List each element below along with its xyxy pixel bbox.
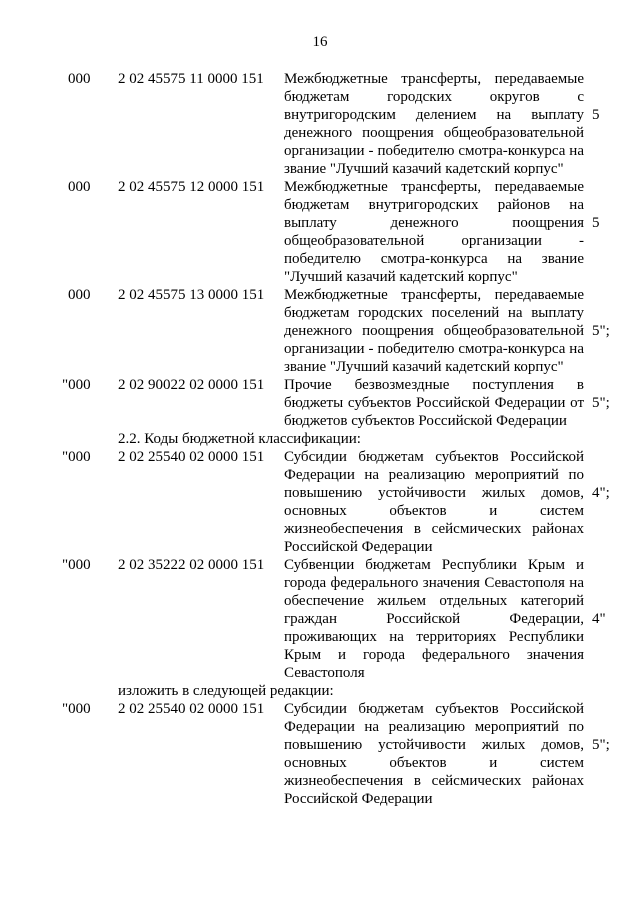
page-number: 16 — [312, 34, 328, 50]
budget-code: 2 02 45575 12 0000 151 — [118, 179, 265, 195]
budget-code: 2 02 25540 02 0000 151 — [118, 701, 265, 717]
admin-code: 000 — [68, 71, 91, 87]
budget-code: 2 02 25540 02 0000 151 — [118, 449, 265, 465]
budget-code: 2 02 90022 02 0000 151 — [118, 377, 265, 393]
row-value: 5 — [592, 215, 600, 231]
admin-code: "000 — [62, 557, 91, 573]
row-value: 5 — [592, 107, 600, 123]
admin-code: "000 — [62, 377, 91, 393]
budget-code: 2 02 45575 13 0000 151 — [118, 287, 265, 303]
row-description: Субвенции бюджетам Республики Крым и города федерального значения Севастополя на обеспечение жильем отдельных категорий граждан Российской Федерации, проживающих на территориях Республики Крым и города федерального значения Севастополя — [284, 557, 584, 681]
row-value: 5"; — [592, 395, 610, 411]
budget-code: 2 02 35222 02 0000 151 — [118, 557, 265, 573]
section-heading: 2.2. Коды бюджетной классификации: — [118, 431, 361, 447]
row-value: 4"; — [592, 485, 610, 501]
admin-code: 000 — [68, 179, 91, 195]
row-value: 5"; — [592, 323, 610, 339]
budget-code: 2 02 45575 11 0000 151 — [118, 71, 264, 87]
admin-code: "000 — [62, 701, 91, 717]
row-description: Прочие безвозмездные поступления в бюджеты субъектов Российской Федерации от бюджетов субъектов Российской Федерации — [284, 377, 584, 429]
row-description: Субсидии бюджетам субъектов Российской Федерации на реализацию мероприятий по повышению устойчивости жилых домов, основных объектов и систем жизнеобеспечения в сейсмических районах Российской Федерации — [284, 701, 584, 807]
row-description: Межбюджетные трансферты, передаваемые бюджетам городских поселений на выплату денежного поощрения общеобразовательной организации - победителю смотра-конкурса на звание "Лучший казачий кадетский корпус" — [284, 287, 584, 375]
admin-code: 000 — [68, 287, 91, 303]
edition-instruction: изложить в следующей редакции: — [118, 683, 334, 699]
row-value: 4" — [592, 611, 606, 627]
row-description: Субсидии бюджетам субъектов Российской Федерации на реализацию мероприятий по повышению устойчивости жилых домов, основных объектов и систем жизнеобеспечения в сейсмических районах Российской Федерации — [284, 449, 584, 555]
admin-code: "000 — [62, 449, 91, 465]
row-description: Межбюджетные трансферты, передаваемые бюджетам внутригородских районов на выплату денежного поощрения общеобразовательной организации - победителю смотра-конкурса на звание "Лучший казачий кадетский корпус" — [284, 179, 584, 285]
row-description: Межбюджетные трансферты, передаваемые бюджетам городских округов с внутригородским делением на выплату денежного поощрения общеобразовательной организации - победителю смотра-конкурса на звание "Лучший казачий кадетский корпус" — [284, 71, 584, 177]
row-value: 5"; — [592, 737, 610, 753]
